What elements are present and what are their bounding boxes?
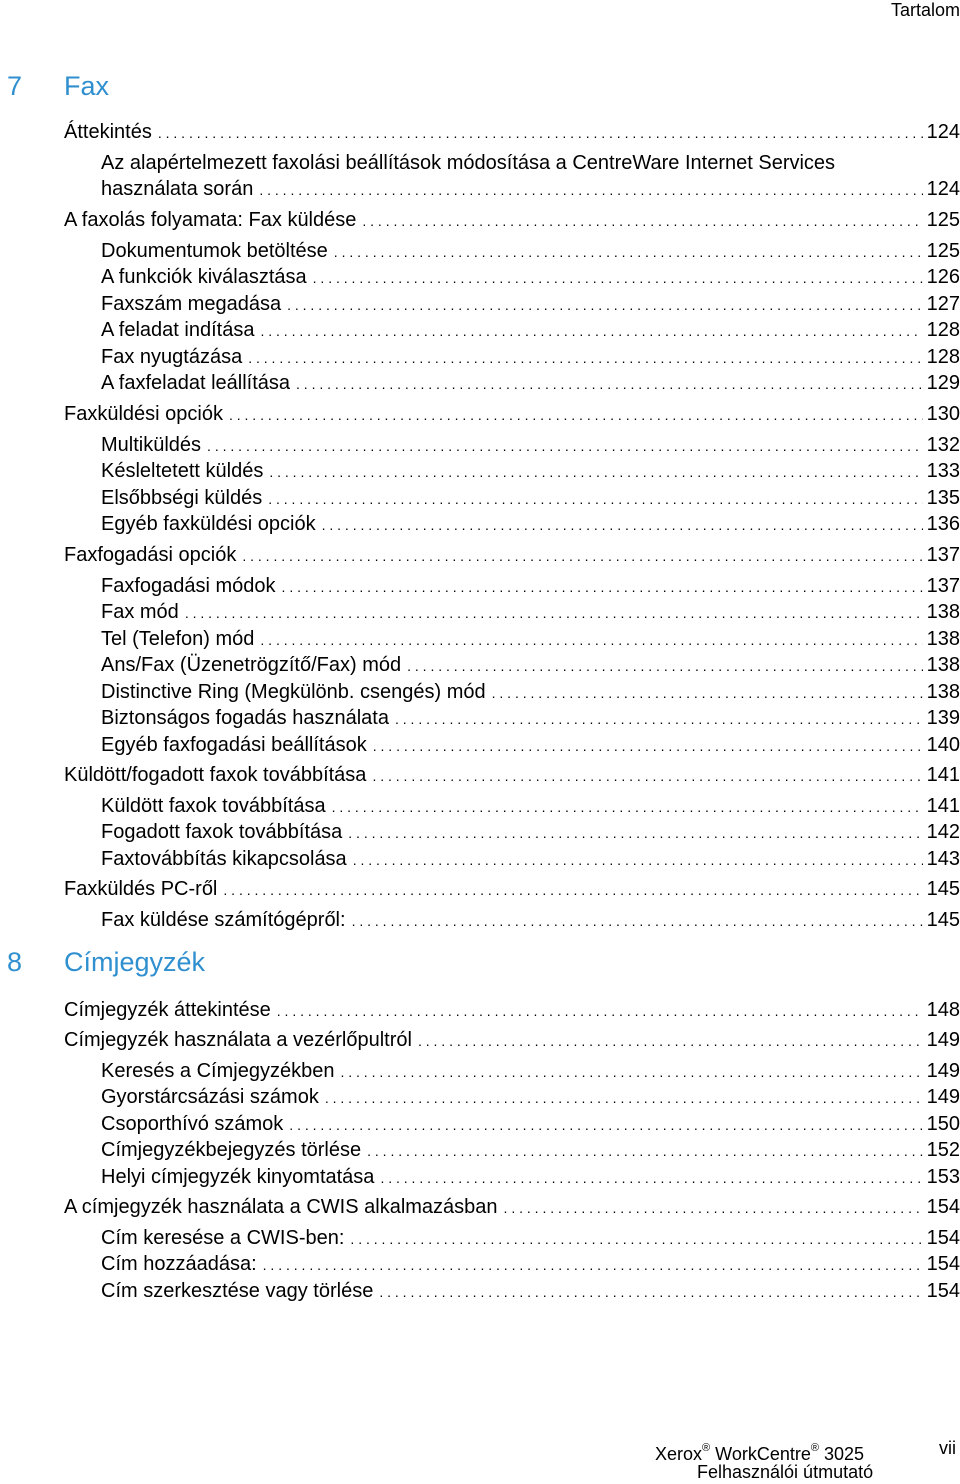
toc-entry-label: Multiküldés [101, 434, 202, 456]
toc-entry-page: 149 [926, 1060, 960, 1082]
toc-entry-page: 149 [926, 1029, 960, 1051]
toc-leader [248, 345, 922, 371]
toc-entry-page: 127 [926, 293, 960, 315]
chapter-number: 8 [7, 947, 23, 977]
toc-leader [340, 1059, 922, 1085]
toc-entry[interactable] [64, 401, 960, 427]
toc-leader [229, 402, 923, 428]
toc-entry[interactable] [101, 291, 960, 317]
toc-entry-page: 145 [926, 878, 960, 900]
toc-entry[interactable] [101, 432, 960, 458]
toc-leader [296, 371, 923, 397]
toc-entry-label: Faxfogadási opciók [64, 544, 237, 566]
toc-entry[interactable] [101, 599, 960, 625]
toc-entry[interactable] [101, 370, 960, 396]
toc-leader [322, 512, 923, 538]
toc-leader [263, 1252, 923, 1278]
toc-entry[interactable] [64, 1194, 960, 1220]
toc-entry[interactable] [101, 907, 960, 933]
toc-entry[interactable] [101, 1225, 960, 1251]
toc-entry-label: Egyéb faxküldési opciók [101, 513, 316, 535]
toc-leader [367, 1138, 923, 1164]
toc-entry[interactable] [101, 819, 960, 845]
chapter-title: Fax [64, 71, 110, 101]
toc-entry-label: Csoporthívó számok [101, 1113, 284, 1135]
toc-entry-page: 129 [926, 372, 960, 394]
toc-entry-label: Elsőbbségi küldés [101, 487, 263, 509]
toc-entry-page: 143 [926, 848, 960, 870]
toc-entry-page: 125 [926, 209, 960, 231]
toc-leader [407, 653, 923, 679]
toc-entry[interactable] [101, 176, 960, 202]
toc-entry[interactable] [101, 1137, 960, 1163]
toc-entry-label: A faxfeladat leállítása [101, 372, 291, 394]
toc-entry-page: 130 [926, 403, 960, 425]
toc-entry-page: 136 [926, 513, 960, 535]
toc-leader [207, 433, 923, 459]
toc-entry-page: 154 [926, 1280, 960, 1302]
toc-entry-page: 148 [926, 999, 960, 1021]
toc-entry-label: A funkciók kiválasztása [101, 266, 307, 288]
header-title: Tartalom [890, 0, 960, 20]
footer-page-number: vii [939, 1438, 956, 1458]
toc-entry-page: 142 [926, 821, 960, 843]
toc-entry[interactable] [101, 679, 960, 705]
toc-entry-label: Gyorstárcsázási számok [101, 1086, 319, 1108]
toc-entry-label: Distinctive Ring (Megkülönb. csengés) mód [101, 681, 486, 703]
toc-entry[interactable] [64, 762, 960, 788]
toc-entry-page: 154 [926, 1253, 960, 1275]
toc-leader [325, 1085, 923, 1111]
toc-entry-page: 139 [926, 707, 960, 729]
toc-entry-label: Küldött/fogadott faxok továbbítása [64, 764, 367, 786]
toc-entry-label: Faxtovábbítás kikapcsolása [101, 848, 347, 870]
toc-entry-page: 149 [926, 1086, 960, 1108]
toc-entry[interactable] [101, 485, 960, 511]
toc-leader [352, 908, 923, 934]
toc-leader [259, 177, 922, 203]
toc-entry-page: 126 [926, 266, 960, 288]
toc-entry-label: Fax küldése számítógépről: [101, 909, 346, 931]
toc-entry-page: 141 [926, 764, 960, 786]
footer-brand: Xerox [655, 1444, 703, 1464]
toc-entry[interactable] [101, 1058, 960, 1084]
toc-entry-label: Fax mód [101, 601, 179, 623]
footer-model: 3025 [823, 1444, 865, 1464]
toc-entry-page: 124 [926, 178, 960, 200]
toc-entry[interactable] [101, 626, 960, 652]
footer-guide: Felhasználói útmutató [697, 1462, 874, 1482]
toc-entry-label: Faxszám megadása [101, 293, 282, 315]
toc-entry-label: Dokumentumok betöltése [101, 240, 328, 262]
toc-entry[interactable] [101, 652, 960, 678]
toc-leader [260, 627, 922, 653]
toc-entry[interactable] [101, 846, 960, 872]
toc-leader [379, 1279, 922, 1305]
toc-entry-label: Biztonságos fogadás használata [101, 707, 389, 729]
toc-entry[interactable] [101, 1084, 960, 1110]
toc-leader [332, 794, 923, 820]
toc-entry-page: 138 [926, 681, 960, 703]
toc-leader [350, 1226, 922, 1252]
chapter-title: Címjegyzék [64, 947, 206, 977]
toc-leader [372, 763, 922, 789]
toc-entry-page: 153 [926, 1166, 960, 1188]
toc-entry-page: 150 [926, 1113, 960, 1135]
toc-entry-page: 137 [926, 544, 960, 566]
toc-entry-page: 133 [926, 460, 960, 482]
toc-entry-label: Címjegyzék használata a vezérlőpultról [64, 1029, 412, 1051]
toc-leader [277, 998, 923, 1024]
toc-entry-page: 128 [926, 319, 960, 341]
toc-entry[interactable] [101, 1164, 960, 1190]
toc-entry-label: Faxfogadási módok [101, 575, 276, 597]
toc-entry-page: 128 [926, 346, 960, 368]
toc-leader [158, 120, 923, 146]
toc-entry-label: Fax nyugtázása [101, 346, 243, 368]
toc-leader [282, 574, 923, 600]
toc-entry[interactable] [101, 317, 960, 343]
toc-entry[interactable] [101, 573, 960, 599]
toc-entry-page: 140 [926, 734, 960, 756]
toc-entry[interactable] [101, 1278, 960, 1304]
toc-entry-label: Címjegyzékbejegyzés törlése [101, 1139, 362, 1161]
toc-leader [362, 208, 922, 234]
toc-entry-label: Címjegyzék áttekintése [64, 999, 271, 1021]
toc-entry-page: 154 [926, 1227, 960, 1249]
toc-entry[interactable] [101, 511, 960, 537]
footer-product: WorkCentre [715, 1444, 811, 1464]
chapter-heading [7, 944, 205, 980]
toc-entry[interactable] [101, 732, 960, 758]
toc-leader [504, 1195, 923, 1221]
toc-entry[interactable] [64, 997, 960, 1023]
toc-entry-page: 138 [926, 654, 960, 676]
toc-entry-label: Küldött faxok továbbítása [101, 795, 326, 817]
toc-entry-label: Faxküldés PC-ről [64, 878, 218, 900]
toc-entry-label: Áttekintés [64, 121, 152, 143]
toc-entry-label: Fogadott faxok továbbítása [101, 821, 343, 843]
toc-leader [268, 486, 922, 512]
toc-leader [380, 1165, 922, 1191]
toc-leader [260, 318, 922, 344]
toc-entry[interactable] [64, 119, 960, 145]
toc-entry-label: A feladat indítása [101, 319, 255, 341]
toc-entry-label: Egyéb faxfogadási beállítások [101, 734, 367, 756]
toc-entry-page: 124 [926, 121, 960, 143]
toc-leader [353, 847, 923, 873]
toc-entry-page: 138 [926, 601, 960, 623]
toc-entry[interactable] [64, 1027, 960, 1053]
toc-entry[interactable] [101, 1251, 960, 1277]
toc-entry[interactable] [101, 458, 960, 484]
toc-entry-page: 132 [926, 434, 960, 456]
toc-entry-label: Helyi címjegyzék kinyomtatása [101, 1166, 375, 1188]
toc-leader [373, 733, 923, 759]
toc-entry[interactable] [64, 207, 960, 233]
toc-entry-page: 141 [926, 795, 960, 817]
toc-entry-label: Tel (Telefon) mód [101, 628, 255, 650]
toc-leader [287, 292, 923, 318]
toc-entry-label: A címjegyzék használata a CWIS alkalmazásban [64, 1196, 498, 1218]
toc-leader [334, 239, 923, 265]
toc-leader [223, 877, 922, 903]
toc-entry-page: 138 [926, 628, 960, 650]
toc-leader [418, 1028, 923, 1054]
chapter-heading [7, 68, 109, 104]
toc-entry[interactable] [101, 1111, 960, 1137]
toc-leader [313, 265, 923, 291]
toc-entry[interactable] [101, 344, 960, 370]
toc-entry-label: Faxküldési opciók [64, 403, 223, 425]
toc-leader [242, 543, 922, 569]
toc-leader [289, 1112, 922, 1138]
toc-entry-page: 154 [926, 1196, 960, 1218]
toc-entry-page: 135 [926, 487, 960, 509]
toc-entry[interactable] [101, 793, 960, 819]
toc-entry-label: Ans/Fax (Üzenetrögzítő/Fax) mód [101, 654, 402, 676]
registered-mark: ® [702, 1442, 711, 1454]
toc-entry-label: Keresés a Címjegyzékben [101, 1060, 335, 1082]
toc-entry-label: A faxolás folyamata: Fax küldése [64, 209, 357, 231]
toc-entry-page: 152 [926, 1139, 960, 1161]
toc-entry-label: Késleltetett küldés [101, 460, 264, 482]
toc-entry-label-line1[interactable]: Az alapértelmezett faxolási beállítások módosítása a CentreWare Internet Services [101, 152, 836, 174]
chapter-number: 7 [7, 71, 23, 101]
toc-entry[interactable] [101, 705, 960, 731]
toc-entry-label: Cím hozzáadása: [101, 1253, 257, 1275]
toc-leader [492, 680, 923, 706]
toc-entry-label: használata során [101, 178, 254, 200]
toc-entry[interactable] [64, 876, 960, 902]
registered-mark: ® [810, 1442, 819, 1454]
toc-entry-label: Cím keresése a CWIS-ben: [101, 1227, 345, 1249]
toc-leader [395, 706, 923, 732]
toc-entry[interactable] [64, 542, 960, 568]
toc-entry-page: 137 [926, 575, 960, 597]
toc-entry-page: 125 [926, 240, 960, 262]
toc-entry-label: Cím szerkesztése vagy törlése [101, 1280, 374, 1302]
toc-entry-page: 145 [926, 909, 960, 931]
toc-leader [185, 600, 923, 626]
toc-leader [348, 820, 922, 846]
toc-leader [269, 459, 922, 485]
toc-entry[interactable] [101, 264, 960, 290]
toc-entry[interactable] [101, 238, 960, 264]
